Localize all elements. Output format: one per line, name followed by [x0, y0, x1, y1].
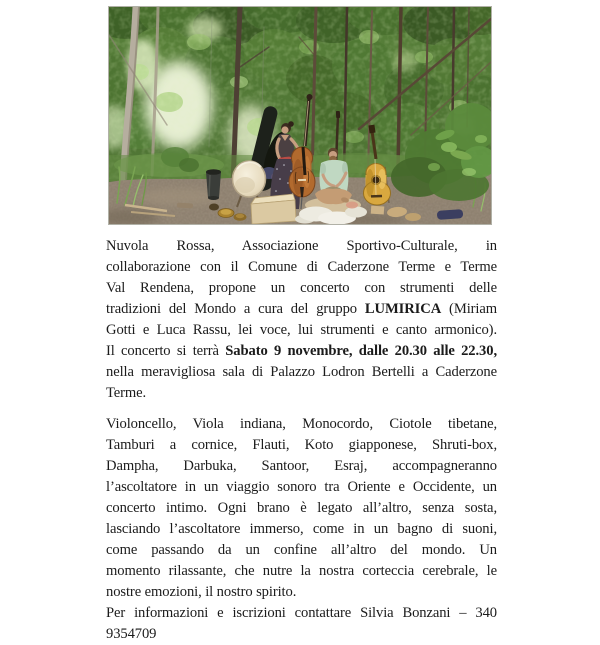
text-line — [106, 383, 497, 404]
text-line — [106, 299, 497, 320]
text-run: Terme. — [106, 385, 147, 401]
text-line — [106, 257, 497, 278]
text-line — [106, 435, 497, 456]
text-line — [106, 362, 497, 383]
text-line — [106, 603, 497, 624]
bold-text-run: Sabato 9 novembre, dalle 20.30 alle 22.30, — [225, 343, 497, 359]
text-run: (Miriam — [441, 301, 497, 317]
text-run: momento rilassante, che nutre la nostra corteccia cerebrale, le — [106, 563, 497, 579]
text-run: nella meravigliosa sala di Palazzo Lodron Bertelli a Caderzone — [106, 364, 497, 380]
text-line — [106, 278, 497, 299]
text-line — [106, 498, 497, 519]
darbuka-drum — [206, 169, 221, 200]
bold-text-run: LUMIRICA — [364, 301, 442, 317]
paragraph — [106, 236, 497, 404]
text-line — [106, 341, 497, 362]
text-line — [106, 456, 497, 477]
text-run: 9354709 — [106, 626, 157, 642]
text-run: Nuvola Rossa, Associazione Sportivo-Culturale, in — [106, 238, 497, 254]
text-run: lasciando l’ascoltatore immerso, come in un bagno di suoni, — [106, 521, 497, 537]
text-line — [106, 561, 497, 582]
forest-photo-illustration — [109, 7, 491, 224]
text-run: Violoncello, Viola indiana, Monocordo, Ciotole tibetane, — [106, 416, 497, 432]
text-run: come passando da un confine all’altro del mondo. Un — [106, 542, 497, 558]
text-line — [106, 624, 497, 645]
paragraph — [106, 414, 497, 603]
paragraph — [106, 603, 497, 645]
text-run: collaborazione con il Comune di Caderzone Terme e Terme — [106, 259, 497, 275]
text-run: Per informazioni e iscrizioni contattare Silvia Bonzani – 340 — [106, 605, 497, 621]
text-line — [106, 414, 497, 435]
text-run: Il concerto si terrà — [106, 343, 226, 359]
text-run: l’ascoltatore in un viaggio sonoro tra Oriente e Occidente, un — [106, 479, 497, 495]
event-photo — [108, 6, 492, 225]
text-run: nostre emozioni, il nostro spirito. — [106, 584, 297, 600]
text-run: Dampha, Darbuka, Santoor, Esraj, accompagneranno — [106, 458, 497, 474]
text-line — [106, 582, 497, 603]
text-run: tradizioni del Mondo a cura del gruppo — [106, 301, 365, 317]
text-run: concerto intimo. Ogni brano è legato all’altro, senza sosta, — [106, 500, 497, 516]
text-run: Gotti e Luca Rassu, lei voce, lui strumenti e canto armonico). — [106, 322, 497, 338]
text-run: Val Rendena, propone un concerto con strumenti delle — [106, 280, 497, 296]
text-line — [106, 236, 497, 257]
text-line — [106, 477, 497, 498]
text-line — [106, 519, 497, 540]
event-description — [106, 236, 497, 645]
text-line — [106, 540, 497, 561]
text-run: Tamburi a cornice, Flauti, Koto giapponese, Shruti-box, — [106, 437, 497, 453]
text-line — [106, 320, 497, 341]
